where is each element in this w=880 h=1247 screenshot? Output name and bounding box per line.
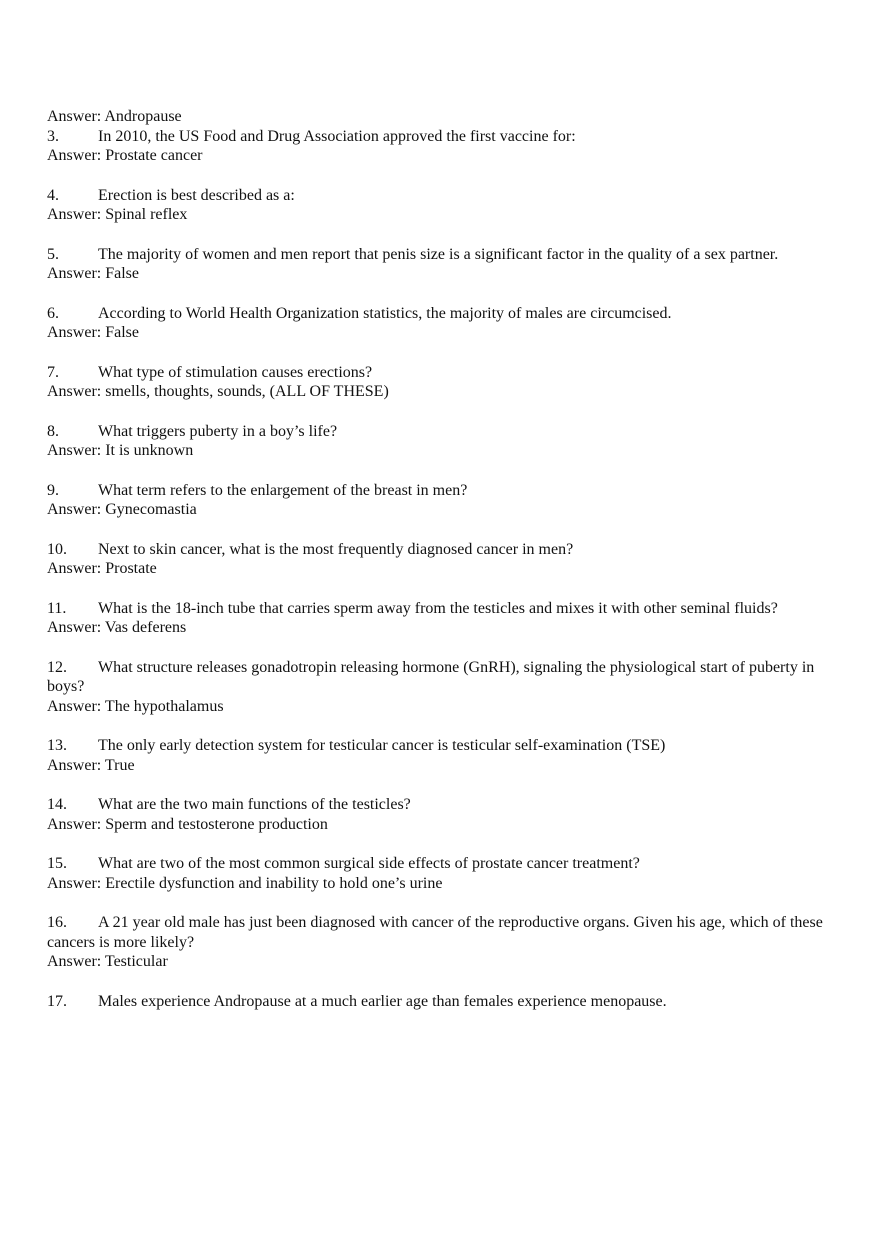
answer-line: Answer: Sperm and testosterone production bbox=[47, 815, 328, 833]
question-line bbox=[47, 245, 847, 265]
question-line bbox=[47, 127, 847, 147]
question-line bbox=[47, 599, 847, 619]
question-text: What are the two main functions of the testicles? bbox=[98, 796, 411, 813]
question-text: According to World Health Organization statistics, the majority of males are circumcised. bbox=[98, 304, 672, 322]
question-line bbox=[47, 186, 847, 206]
question-number: 12. bbox=[47, 658, 67, 676]
question-item bbox=[47, 481, 847, 520]
question-number: 14. bbox=[47, 796, 67, 813]
answer-line: Answer: It is unknown bbox=[47, 442, 194, 459]
question-text: What is the 18-inch tube that carries sperm away from the testicles and mixes it with other seminal fluids? bbox=[98, 599, 778, 617]
question-line bbox=[47, 540, 847, 560]
question-line bbox=[47, 854, 847, 874]
question-item bbox=[47, 186, 847, 225]
question-number: 9. bbox=[47, 481, 59, 499]
question-text: What type of stimulation causes erections? bbox=[98, 363, 373, 381]
question-text: Males experience Andropause at a much earlier age than females experience menopause. bbox=[98, 992, 667, 1010]
question-number: 5. bbox=[47, 245, 59, 263]
answer-line: Answer: Spinal reflex bbox=[47, 206, 188, 223]
question-number: 16. bbox=[47, 914, 67, 931]
document-page bbox=[47, 107, 847, 1011]
question-number: 4. bbox=[47, 186, 59, 204]
answer-line: Answer: False bbox=[47, 265, 139, 282]
question-number: 6. bbox=[47, 304, 59, 322]
question-text: Erection is best described as a: bbox=[98, 186, 295, 204]
question-item bbox=[47, 658, 847, 717]
answer-line: Answer: smells, thoughts, sounds, (ALL OF THESE) bbox=[47, 383, 389, 400]
answer-line: Answer: True bbox=[47, 756, 135, 774]
question-number: 7. bbox=[47, 363, 59, 381]
question-item bbox=[47, 363, 847, 402]
question-number: 13. bbox=[47, 737, 67, 754]
answer-line: Answer: Vas deferens bbox=[47, 619, 187, 636]
question-item bbox=[47, 540, 847, 579]
question-item bbox=[47, 795, 847, 834]
question-item bbox=[47, 245, 847, 284]
question-line bbox=[47, 481, 847, 501]
question-item bbox=[47, 913, 847, 972]
question-line bbox=[47, 795, 847, 815]
question-line bbox=[47, 736, 847, 756]
question-text: A 21 year old male has just been diagnosed with cancer of the reproductive organs. Given his age, which of these cancers is more likely? bbox=[47, 914, 823, 951]
question-item bbox=[47, 736, 847, 775]
question-text: What structure releases gonadotropin releasing hormone (GnRH), signaling the physiological start of puberty in boys? bbox=[47, 658, 815, 695]
answer-line: Answer: The hypothalamus bbox=[47, 697, 224, 715]
question-number: 10. bbox=[47, 540, 67, 558]
question-text: The majority of women and men report that penis size is a significant factor in the quality of a sex partner. bbox=[98, 245, 779, 263]
question-line bbox=[47, 658, 847, 697]
answer-line: Answer: Prostate cancer bbox=[47, 147, 203, 164]
question-item bbox=[47, 304, 847, 343]
question-item bbox=[47, 127, 847, 166]
question-item bbox=[47, 992, 847, 1012]
question-item bbox=[47, 854, 847, 893]
question-line bbox=[47, 363, 847, 383]
question-number: 15. bbox=[47, 855, 67, 872]
question-number: 11. bbox=[47, 599, 67, 617]
question-text: The only early detection system for testicular cancer is testicular self-examination (TSE) bbox=[98, 737, 666, 754]
question-line bbox=[47, 913, 847, 952]
question-number: 3. bbox=[47, 127, 59, 145]
question-item bbox=[47, 599, 847, 638]
answer-line: Answer: Erectile dysfunction and inability to hold one’s urine bbox=[47, 874, 443, 892]
question-text: What term refers to the enlargement of the breast in men? bbox=[98, 481, 468, 499]
question-line bbox=[47, 422, 847, 442]
question-item bbox=[47, 422, 847, 461]
answer-line: Answer: Gynecomastia bbox=[47, 501, 197, 518]
question-text: In 2010, the US Food and Drug Association approved the first vaccine for: bbox=[98, 127, 576, 145]
answer-line: Answer: Testicular bbox=[47, 953, 168, 970]
question-text: What are two of the most common surgical side effects of prostate cancer treatment? bbox=[98, 855, 640, 872]
question-number: 8. bbox=[47, 422, 59, 440]
question-line bbox=[47, 304, 847, 324]
question-line bbox=[47, 992, 847, 1012]
question-number: 17. bbox=[47, 992, 67, 1010]
lead-answer: Answer: Andropause bbox=[47, 108, 182, 125]
question-text: What triggers puberty in a boy’s life? bbox=[98, 422, 338, 440]
question-text: Next to skin cancer, what is the most frequently diagnosed cancer in men? bbox=[98, 540, 574, 558]
answer-line: Answer: Prostate bbox=[47, 560, 157, 577]
answer-line: Answer: False bbox=[47, 324, 139, 341]
